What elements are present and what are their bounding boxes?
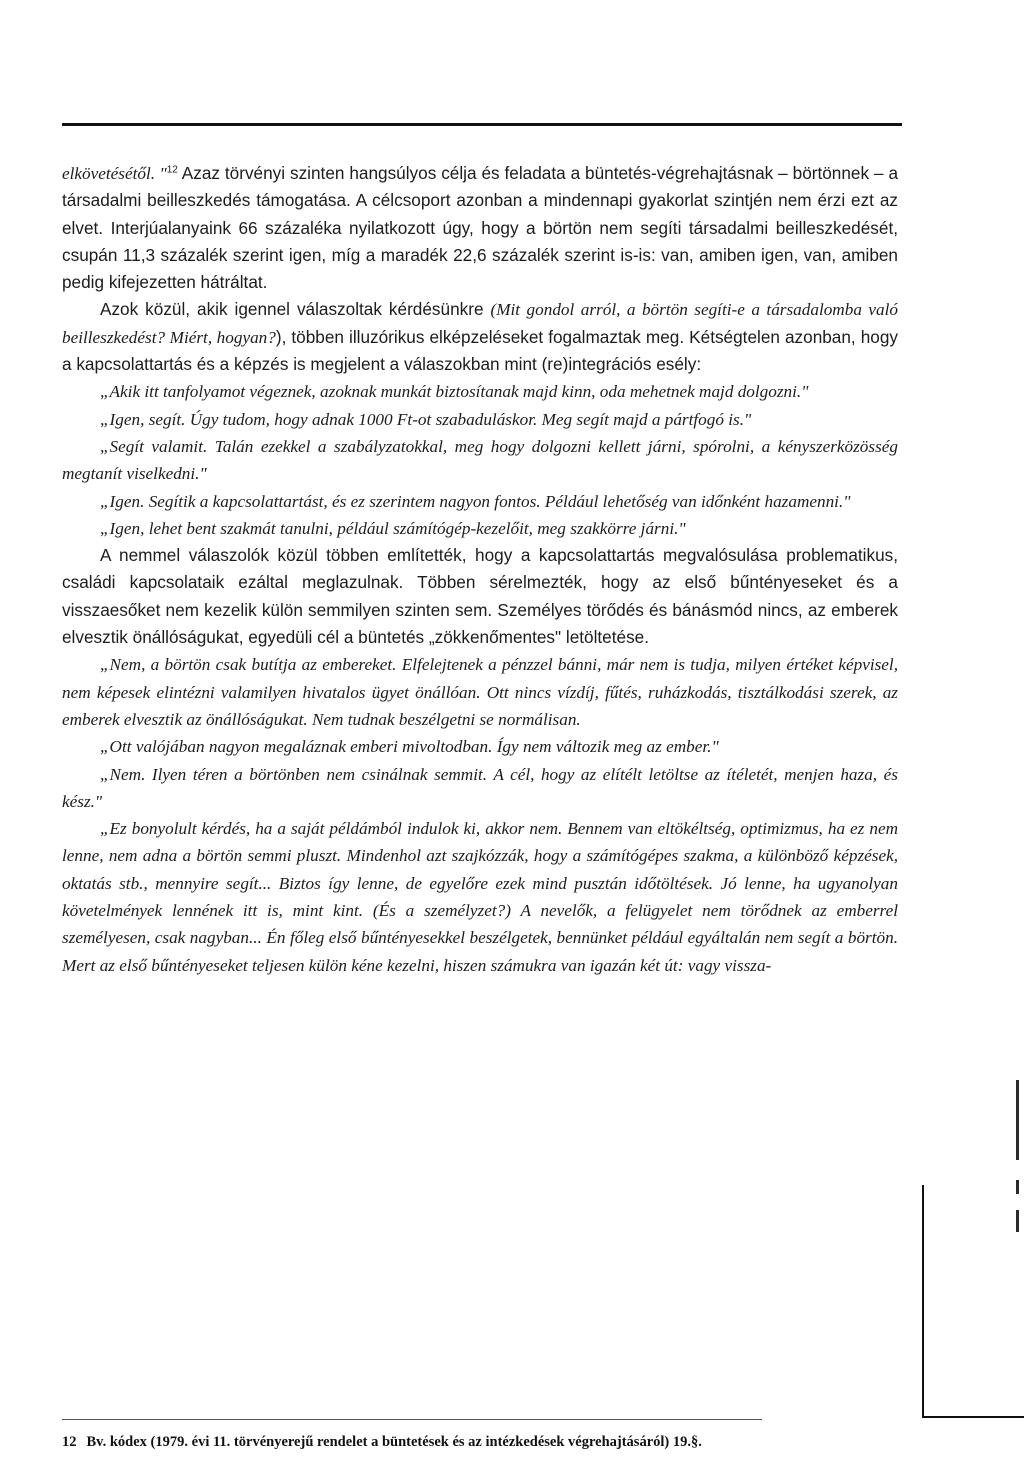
paragraph-1-text: Azaz törvényi szinten hangsúlyos célja és feladata a büntetés-végrehajtásnak – börtönnek – a társadalmi beilleszkedés támogatása. A célcsoport azonban a mindennapi gyakorlat szintjén nem érzi ezt az elvet. Interjúalanyaink 66 százaléka nyilatkozott úgy, hogy a börtön nem segíti társadalmi beilleszkedését, csupán 11,3 százalék szerint igen, míg a maradék 22,6 százalék szerint is-is: van, amiben igen, van, amiben pedig kifejezetten hátráltat.	[62, 163, 899, 293]
quote-4: „Igen. Segítik a kapcsolattartást, és ez szerintem nagyon fontos. Például lehetőség van időnként hazamenni."	[100, 491, 851, 511]
paragraph-2-question: (Mit gondol arról, a börtön segíti-e a társadalomba való beilleszkedést? Miért, hogyan?	[62, 300, 898, 347]
body-text	[62, 160, 898, 979]
paragraph-2-a: Azok közül, akik igennel válaszoltak kérdésünkre	[100, 299, 491, 320]
quote-8: „Nem. Ilyen téren a börtönben nem csinálnak semmit. A cél, hogy az elítélt letöltse az ítéletét, menjen haza, és kész."	[62, 764, 898, 811]
quote-6: „Nem, a börtön csak butítja az embereket. Elfelejtenek a pénzzel bánni, már nem is tudja, milyen értéket képvisel, nem képesek elintézni valamilyen hivatalos ügyet önállóan. Ott nincs vízdíj, fűtés, ruházkodás, tisztálkodási szerek, az emberek elvesztik az önállóságukat. Nem tudnak beszélgetni se normálisan.	[62, 655, 898, 729]
page-corner-border	[922, 1416, 1024, 1418]
header-rule	[62, 123, 902, 126]
quote-1: „Akik itt tanfolyamot végeznek, azoknak munkát biztosítanak majd kinn, oda mehetnek majd dolgozni."	[100, 382, 809, 402]
footnote-text: Bv. kódex (1979. évi 11. törvényerejű rendelet a büntetések és az intézkedések végrehajtásáról) 19.§.	[86, 1434, 702, 1450]
footnote	[62, 1434, 922, 1451]
footnote-number: 12	[62, 1434, 77, 1450]
paragraph-1-lead: elkövetésétől. "	[62, 164, 167, 183]
quote-5: „Igen, lehet bent szakmát tanulni, például számítógép-kezelőit, meg szakkörre járni."	[100, 518, 686, 538]
page-corner-border	[922, 1185, 924, 1417]
quote-7: „Ott valójában nagyon megaláznak emberi mivoltodban. Így nem változik meg az ember."	[100, 737, 719, 757]
quote-9: „Ez bonyolult kérdés, ha a saját példámból indulok ki, akkor nem. Bennem van eltökéltség, optimizmus, ha ez nem lenne, nem adna a börtön semmi pluszt. Mindenhol azt szajkózzák, hogy a számítógépes szakma, a különböző képzések, oktatás stb., mennyire segít... Biztos így lenne, de egyelőre ezek mind pusztán időtöltések. Jó lenne, ha ugyanolyan követelmények lennének itt is, mint kint. (És a személyzet?) A nevelők, a felügyelet nem törődnek az emberrel személyesen, csak nagyban... Én főleg első bűntényesekkel beszélgetek, bennünket például egyáltalán nem segít a börtön. Mert az első bűntényeseket teljesen külön kéne kezelni, hiszen számukra van igazán két út: vagy vissza-	[62, 819, 898, 975]
paragraph-2-b: ), többen illuzórikus elképzeléseket fogalmaztak meg. Kétségtelen azonban, hogy a kapcsolattartás és a képzés is megjelent a válaszokban mint (re)integrációs esély:	[62, 326, 899, 375]
paragraph-3: A nemmel válaszolók közül többen említették, hogy a kapcsolattartás megvalósulása problematikus, családi kapcsolataik ezáltal meglazulnak. Többen sérelmezték, hogy az első bűntényeseket és a visszaesőket nem kezelik külön semmilyen szinten sem. Személyes törődés és bánásmód nincs, az emberek elvesztik önállóságukat, egyedüli cél a büntetés „zökkenőmentes" letöltetése.	[62, 545, 898, 648]
footnote-ref[interactable]: 12	[166, 164, 178, 176]
scan-edge-mark	[1016, 1080, 1019, 1160]
quote-2: „Igen, segít. Úgy tudom, hogy adnak 1000 Ft-ot szabaduláskor. Meg segít majd a pártfogó is."	[100, 409, 752, 429]
footnote-rule	[62, 1419, 762, 1420]
paragraph-1	[62, 160, 898, 296]
paragraph-2	[62, 296, 898, 378]
scan-edge-mark	[1016, 1210, 1019, 1232]
scan-edge-mark	[1016, 1180, 1019, 1194]
quote-3: „Segít valamit. Talán ezekkel a szabályzatokkal, meg hogy dolgozni kellett járni, spórolni, a kényszerközösség megtanít viselkedni."	[62, 436, 898, 484]
